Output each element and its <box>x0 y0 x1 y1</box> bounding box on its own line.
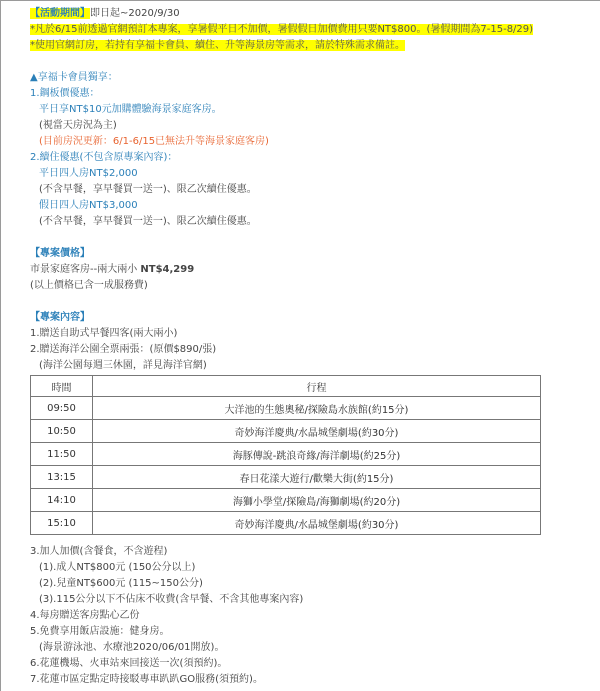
table-cell-time: 14:10 <box>31 489 93 512</box>
table-cell-itinerary: 海豚傳說-跳浪奇緣/海洋劇場(約25分) <box>93 443 541 466</box>
table-row <box>31 420 541 443</box>
table-cell-itinerary: 海獅小學堂/探險島/海獅劇場(約20分) <box>93 489 541 512</box>
event-period-value: 即日起~2020/9/30 <box>90 8 180 19</box>
schedule-table <box>30 375 541 535</box>
member-item1-line1: 平日享NT$10元加購體驗海景家庭客房。 <box>39 104 222 115</box>
content-item3-b: (2).兒童NT$600元 (115~150公分) <box>39 578 203 589</box>
table-cell-itinerary: 奇妙海洋慶典/水晶城堡劇場(約30分) <box>93 512 541 535</box>
event-period-title: 【活動期間】 <box>30 8 90 19</box>
member-item2-holiday-note: (不含早餐，享早餐買一送一)、限乙次續住優惠。 <box>39 216 257 227</box>
price-note: (以上價格已含一成服務費) <box>30 280 148 291</box>
member-item2-title: 2.續住優惠(不包含原專案內容)： <box>30 152 178 163</box>
table-row <box>31 512 541 535</box>
content-item6: 6.花蓮機場、火車站來回接送一次(須預約)。 <box>30 658 228 669</box>
content-item4: 4.每房贈送客房點心乙份 <box>30 610 140 621</box>
table-cell-time: 09:50 <box>31 397 93 420</box>
price-amount: NT$4,299 <box>140 264 195 275</box>
table-header-row <box>31 376 541 397</box>
content-item1: 1.贈送自助式早餐四客(兩大兩小) <box>30 328 178 339</box>
table-cell-itinerary: 奇妙海洋慶典/水晶城堡劇場(約30分) <box>93 420 541 443</box>
event-note-2 <box>30 40 405 53</box>
member-title: ▲享福卡會員獨享： <box>30 72 118 83</box>
content-item2: 2.贈送海洋公園全票兩張：(原價$890/張) <box>30 344 217 355</box>
table-cell-time: 13:15 <box>31 466 93 489</box>
content-item3-c: (3).115公分以下不佔床不收費(含早餐、不含其他專案內容) <box>39 594 304 605</box>
table-row <box>31 443 541 466</box>
table-row <box>31 466 541 489</box>
price-line <box>30 264 194 277</box>
member-item1-line3: (目前房況更新：6/1-6/15已無法升等海景家庭客房) <box>39 136 269 147</box>
table-header-time: 時間 <box>31 376 93 397</box>
price-line-text: 市景家庭客房--兩大兩小 <box>30 264 141 275</box>
event-note-2-text: *使用官網訂房，若持有享福卡會員、續住、升等海景房等需求，請於特殊需求備註。 <box>30 40 405 51</box>
event-note-1 <box>30 24 533 37</box>
content-item5: 5.免費享用飯店設施：健身房。 <box>30 626 170 637</box>
content-item5-note: (海景游泳池、水療池2020/06/01開放)。 <box>39 642 225 653</box>
table-row <box>31 397 541 420</box>
member-item2-holiday-price: 假日四人房NT$3,000 <box>39 200 138 211</box>
table-cell-itinerary: 春日花漾大遊行/歡樂大街(約15分) <box>93 466 541 489</box>
event-period-line <box>30 8 180 21</box>
table-row <box>31 489 541 512</box>
table-header-itinerary: 行程 <box>93 376 541 397</box>
content-item7: 7.花蓮市區定點定時接駁專車趴趴GO服務(須預約)。 <box>30 674 263 685</box>
member-item2-weekday-note: (不含早餐，享早餐買一送一)、限乙次續住優惠。 <box>39 184 257 195</box>
member-item1-title: 1.鋼板價優惠： <box>30 88 100 99</box>
price-title: 【專案價格】 <box>30 248 90 259</box>
content-title: 【專案內容】 <box>30 312 90 323</box>
content-item3: 3.加人加價(含餐食，不含遊程) <box>30 546 168 557</box>
table-cell-time: 15:10 <box>31 512 93 535</box>
content-item2-note: (海洋公園每週三休園，詳見海洋官網) <box>39 360 207 371</box>
table-cell-time: 10:50 <box>31 420 93 443</box>
table-cell-time: 11:50 <box>31 443 93 466</box>
content-item3-a: (1).成人NT$800元 (150公分以上) <box>39 562 196 573</box>
member-item1-line2: (視當天房況為主) <box>39 120 117 131</box>
table-cell-itinerary: 大洋池的生態奧秘/探險島水族館(約15分) <box>93 397 541 420</box>
event-note-1-text: *凡於6/15前透過官網預訂本專案，享暑假平日不加價，暑假假日加價費用只要NT$800。(暑假期間為7-15-8/29) <box>30 24 534 35</box>
member-item2-weekday-price: 平日四人房NT$2,000 <box>39 168 138 179</box>
